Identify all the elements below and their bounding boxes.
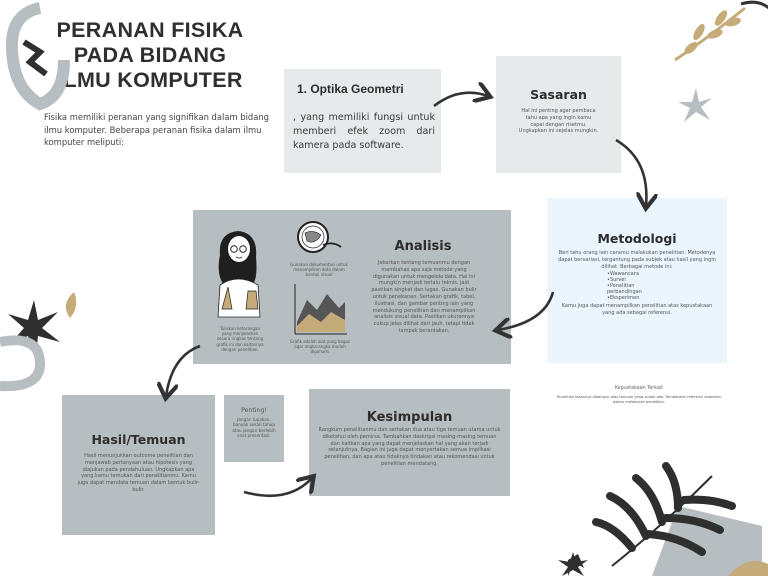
chart-caption: Grafik adalah alat yang bagus agar angka-angka mudah dipahami xyxy=(289,339,351,355)
microbe-caption: Gunakan dokumentasi untuk menampilkan data dalam bentuk visual xyxy=(290,262,348,278)
mountain-chart-icon xyxy=(293,282,349,336)
penting-card xyxy=(224,395,284,462)
penting-heading: Penting! xyxy=(241,407,267,414)
hasil-card xyxy=(62,395,215,535)
metodologi-body: Beri tahu orang lain caramu melakukan penelitian. Metodenya dapat bervariasi, tergantung pada subjek atau hasil yang ingin dilihat. Berbagai metode ini: xyxy=(558,250,716,270)
analisis-heading: Analisis xyxy=(394,239,452,254)
optika-heading: 1. Optika Geometri xyxy=(297,82,404,96)
star-icon xyxy=(676,86,716,126)
leaf-icon xyxy=(728,554,768,576)
metodologi-heading: Metodologi xyxy=(597,231,677,246)
star-icon xyxy=(556,552,590,576)
ring-icon xyxy=(0,334,50,394)
list-item: • Penelitian perbandingan xyxy=(607,283,667,295)
leaf-icon xyxy=(60,290,80,320)
page-title xyxy=(40,18,260,93)
leaf-icon xyxy=(665,0,768,70)
kepustakaan-body: Penelitian biasanya dibangun atas temuan yang sudah ada. Tambahkan referensi utamamu dalam melakukan penelitian. xyxy=(556,395,722,404)
kesimpulan-card xyxy=(309,389,510,496)
metodologi-footer: Kamu juga dapat menampilkan penelitian atas kepustakaan yang ada sebagai referensi. xyxy=(561,303,713,317)
ring-icon xyxy=(0,0,70,110)
kesimpulan-heading: Kesimpulan xyxy=(366,410,453,425)
title-line-1: PERANAN FISIKA xyxy=(56,18,244,42)
analisis-body: Jabarkan tentang temuanmu dengan membahas apa saja metode yang digunakan untuk mengelola data. Hal ini mungkin menjadi terlalu teknis, jadi pastikan singkat dan lugas. Gunakan bulir untuk penekanan. Sertakan grafik, tabel, ilustrasi, dan gambar penting lain yang mendukung penelitian dan menampilkan analisis visual data. Pastikan ukurannya cukup jelas dilihat dari jauh, tetapi tidak tampak berantakan. xyxy=(371,260,477,334)
list-item: • Wawancara xyxy=(607,271,667,277)
hasil-heading: Hasil/Temuan xyxy=(91,432,186,447)
sasaran-body: Hal ini penting agar pembaca tahu apa yang ingin kamu capai dengan risetmu. Ungkapkan ini sejelas mungkin. xyxy=(518,108,599,135)
penting-body: Jangan lupakan, banyak sekali tahap atau jangan berlebih saat presentasi. xyxy=(232,417,276,439)
list-item: • Eksperimen xyxy=(607,295,667,301)
kepustakaan-heading: Kepustakaan Terkait xyxy=(614,386,664,391)
list-item: • Survei xyxy=(607,277,667,283)
person-icon xyxy=(208,225,268,335)
optika-card xyxy=(284,69,441,173)
title-line-2: PADA BIDANG xyxy=(73,43,227,67)
hasil-body: Hasil menunjukkan outcome penelitian dan menjawab pertanyaan atau hipotesis yang diajukan pada pendahuluan. Ungkapkan apa yang kamu temukan dari penelitianmu. Kamu juga dapat mendata temuan dalam bentuk bulir-bulir. xyxy=(77,453,200,493)
title-line-3: ILMU KOMPUTER xyxy=(57,68,243,92)
microbe-icon xyxy=(293,219,341,259)
metodologi-list xyxy=(607,271,667,301)
analisis-card xyxy=(193,210,511,364)
intro-text: Fisika memiliki peranan yang signifikan dalam bidang ilmu komputer. Beberapa peranan fisika dalam ilmu komputer meliputi: xyxy=(44,112,270,147)
person-caption: Tuliskan keterangan yang menjelaskan secara ringkas tentang grafik ini dan kaitannya dengan penelitian. xyxy=(216,326,264,352)
sasaran-heading: Sasaran xyxy=(530,87,587,102)
metodologi-card xyxy=(547,198,727,363)
sasaran-card xyxy=(496,56,621,173)
optika-body: , yang memiliki fungsi untuk memberi efek zoom dari kamera pada software. xyxy=(293,112,435,152)
kepustakaan-section xyxy=(553,386,725,405)
kesimpulan-body: Rangkum penelitianmu dan sertakan dua atau tiga temuan utama untuk diketahui oleh pemirsa. Tambahkan deskripsi masing-masing temuan dan kaitkan apa yang dapat menjelaskan hal yang akan terjadi selanjutnya. Bagian ini juga dapat menyertakan semua implikasi penelitian, dan apa atau tidaknya tindakan atau rekomendasi untuk penelitian mendatang. xyxy=(318,427,501,467)
